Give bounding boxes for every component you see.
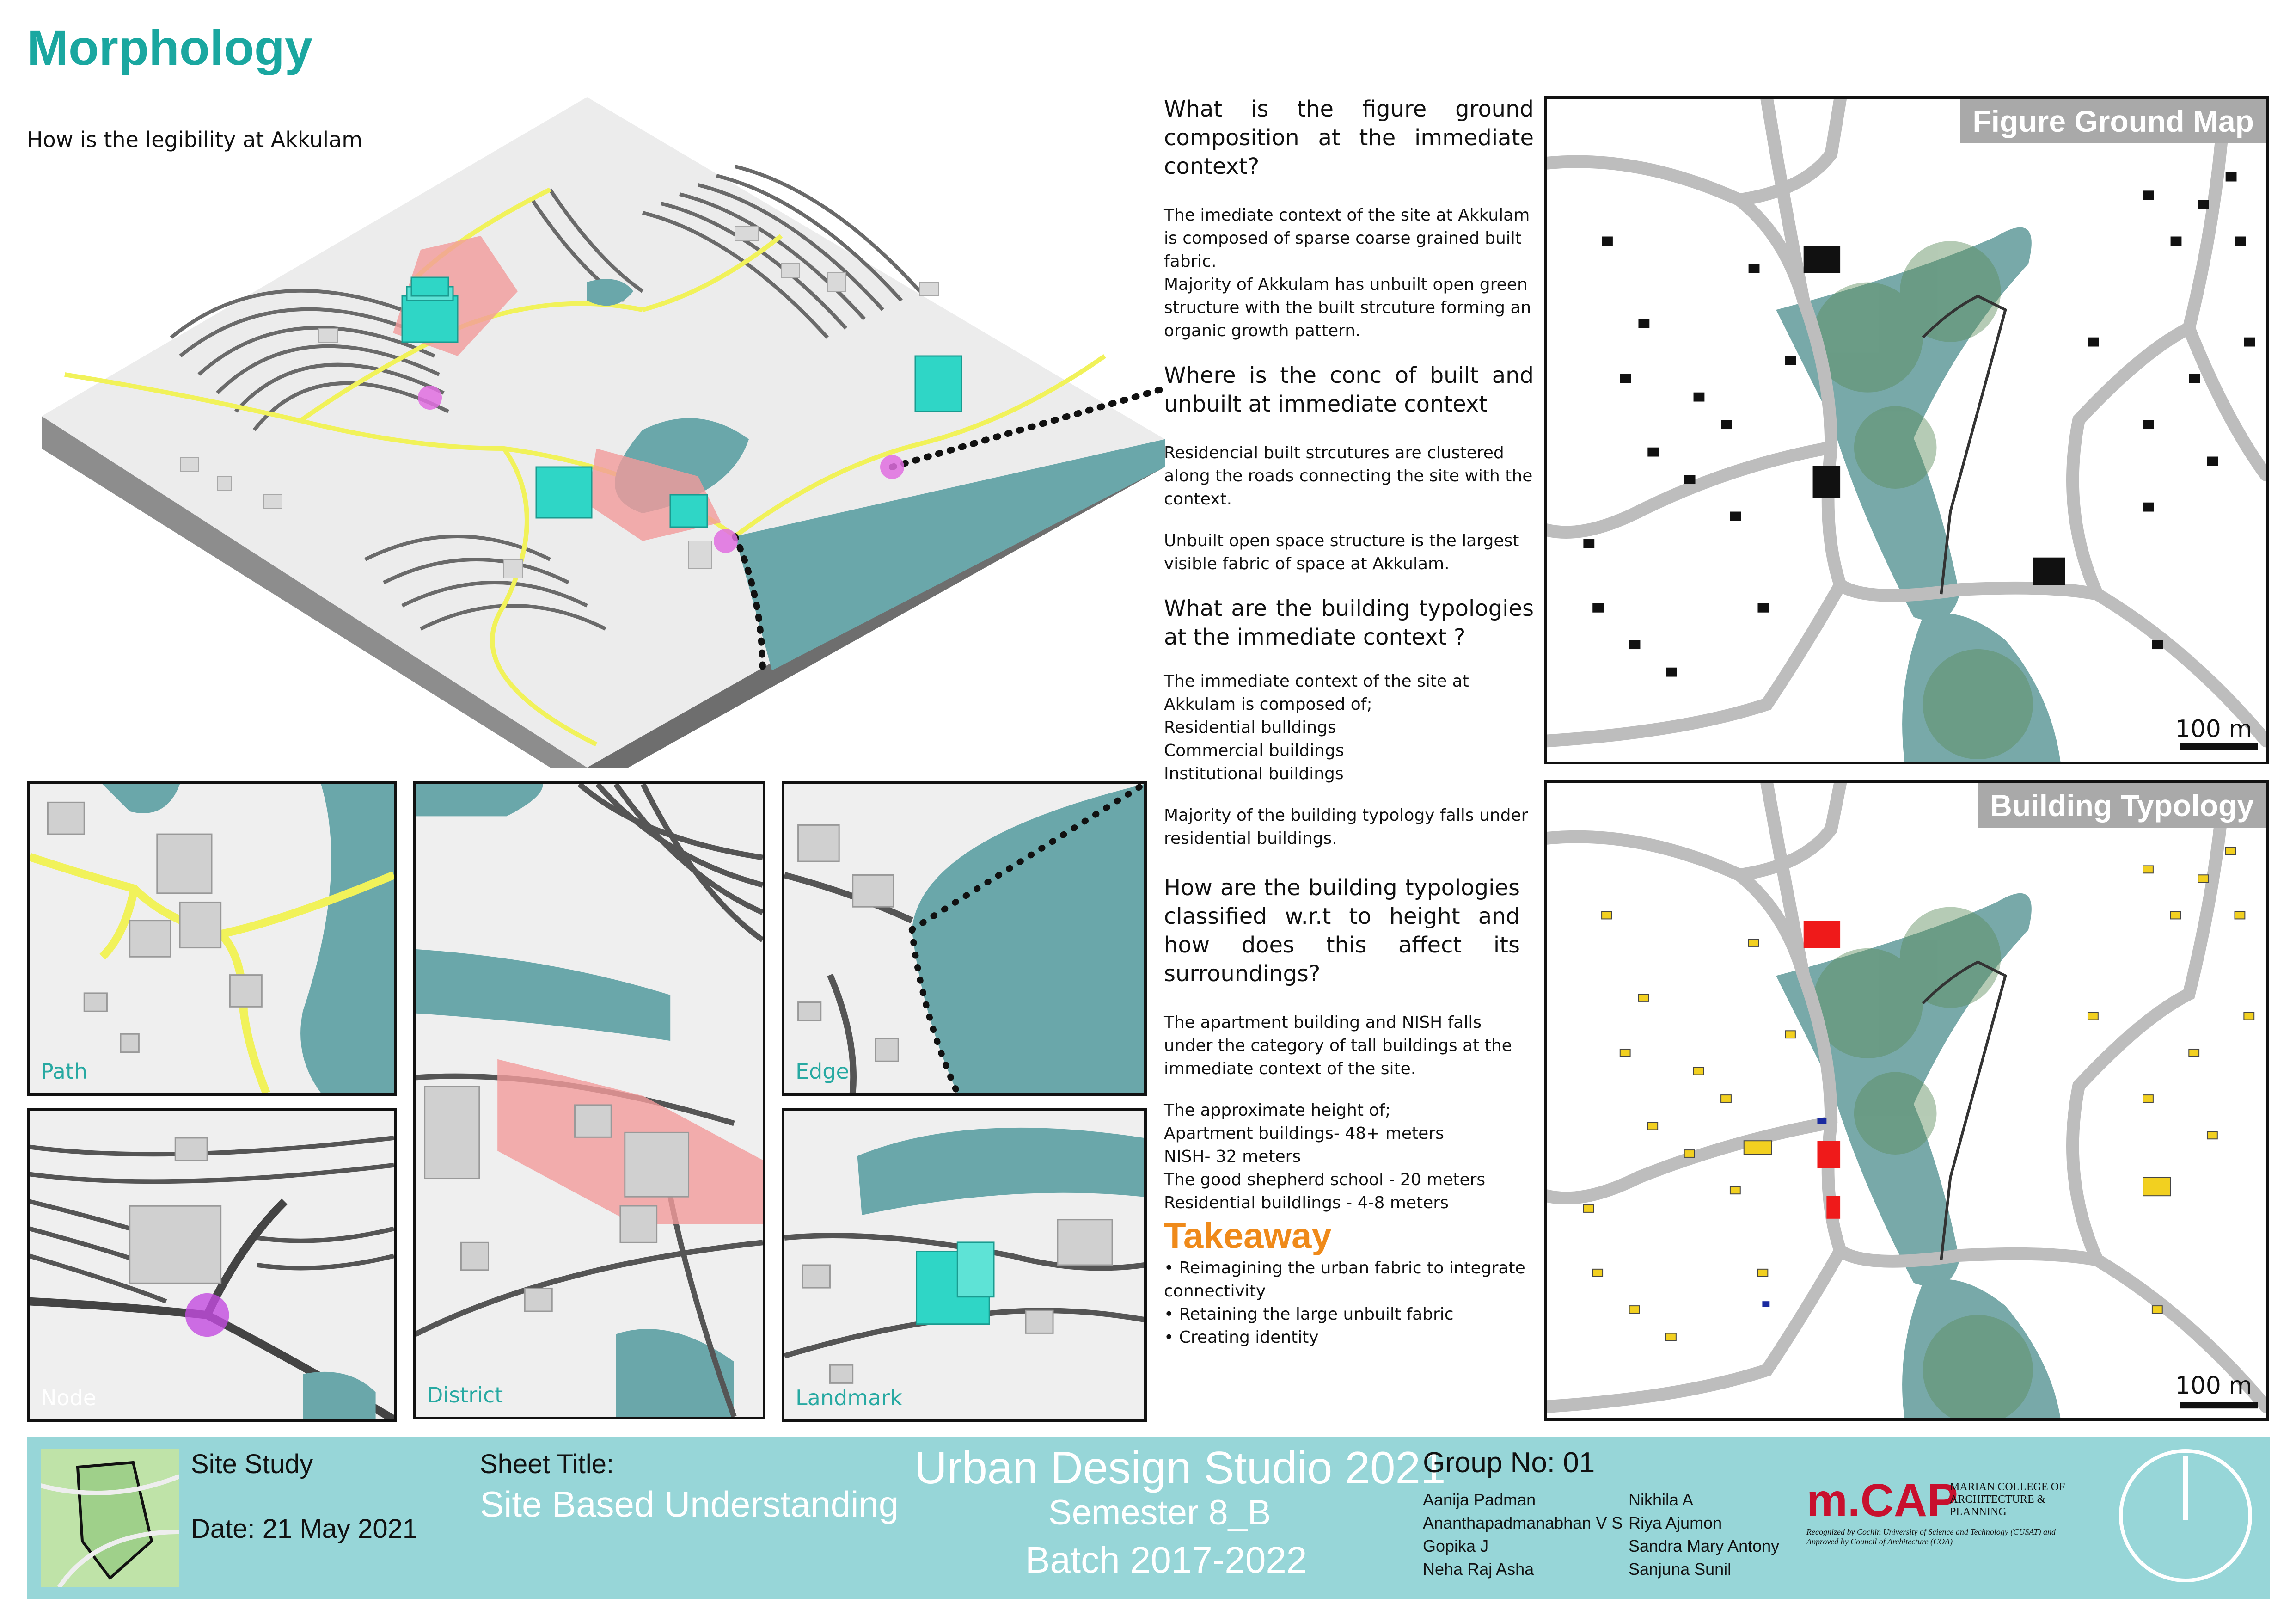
scale-label: 100 m <box>2175 715 2252 743</box>
studio-title: Urban Design Studio 2021 <box>914 1442 1446 1493</box>
path-label: Path <box>41 1059 88 1084</box>
typology-item: Residential bulldings <box>1164 718 1336 737</box>
semester: Semester 8_B <box>1048 1493 1271 1532</box>
node-label: Node <box>41 1385 97 1410</box>
landmark-panel <box>782 1108 1147 1422</box>
landmark-label: Landmark <box>796 1385 902 1410</box>
north-arrow-icon <box>2116 1446 2255 1585</box>
member-name: Riya Ajumon <box>1629 1513 1722 1532</box>
sheet-title-label: Sheet Title: <box>480 1449 614 1479</box>
takeaway-item: • Creating identity <box>1164 1328 1319 1347</box>
para-3: Residencial built strcutures are clustered along the roads connecting the site with the context. <box>1164 443 1533 509</box>
typology-title: Building Typology <box>1978 783 2266 828</box>
member-name: Gopika J <box>1423 1536 1489 1555</box>
para-7: The apartment building and NISH falls under the category of tall buildings at the immediate context of the site. <box>1164 1013 1512 1078</box>
group-number: Group No: 01 <box>1423 1447 1595 1479</box>
question-figure-ground: What is the figure ground composition at the immediate context? <box>1164 96 1534 179</box>
isometric-site-model <box>42 97 1165 768</box>
district-panel <box>413 781 765 1419</box>
college-name: MARIAN COLLEGE OF ARCHITECTURE & PLANNING <box>1950 1481 2065 1518</box>
height-item: The good shepherd school - 20 meters <box>1164 1170 1486 1189</box>
date-label: Date: 21 May 2021 <box>191 1514 418 1544</box>
height-item: NISH- 32 meters <box>1164 1147 1301 1166</box>
para-6: Majority of the building typology falls under residential buildings. <box>1164 806 1528 848</box>
site-study-label: Site Study <box>191 1449 313 1479</box>
figure-ground-title: Figure Ground Map <box>1960 99 2266 143</box>
takeaway-item: • Reimagining the urban fabric to integrate connectivity <box>1164 1259 1525 1301</box>
district-label: District <box>427 1382 503 1407</box>
para-8: The approximate height of; <box>1164 1101 1391 1120</box>
member-name: Aanija Padman <box>1423 1490 1536 1509</box>
scale-label: 100 m <box>2175 1372 2252 1400</box>
figure-ground-map <box>1544 96 2269 764</box>
edge-panel <box>782 781 1147 1096</box>
member-name: Neha Raj Asha <box>1423 1560 1534 1579</box>
takeaway-item: • Retaining the large unbuilt fabric <box>1164 1305 1454 1324</box>
para-4: Unbuilt open space structure is the largest visible fabric of space at Akkulam. <box>1164 531 1519 573</box>
height-item: Residential buildlings - 4-8 meters <box>1164 1193 1449 1212</box>
college-logo: m.CAP <box>1806 1475 1958 1526</box>
site-thumbnail <box>41 1449 179 1587</box>
building-typology-map <box>1544 780 2269 1421</box>
college-note: Recognized by Cochin University of Science and Technology (CUSAT) and Approved by Council of Architecture (COA) <box>1806 1527 2056 1546</box>
edge-label: Edge <box>796 1059 849 1084</box>
member-name: Sandra Mary Antony <box>1629 1536 1780 1555</box>
batch: Batch 2017-2022 <box>1025 1539 1307 1580</box>
para-2: Majority of Akkulam has unbuilt open green structure with the built strcuture forming an organic growth pattern. <box>1164 275 1531 340</box>
typology-item: Institutional buildings <box>1164 764 1344 783</box>
question-concentration: Where is the conc of built and unbuilt at immediate context <box>1164 362 1534 417</box>
height-item: Apartment buildings- 48+ meters <box>1164 1124 1444 1143</box>
typology-item: Commercial buildings <box>1164 741 1344 760</box>
title-block <box>27 1437 2270 1599</box>
sheet-title: Site Based Understanding <box>480 1484 899 1524</box>
page-title: Morphology <box>27 19 312 75</box>
member-name: Sanjuna Sunil <box>1629 1560 1732 1579</box>
question-typologies: What are the building typologies at the immediate context ? <box>1164 596 1534 650</box>
takeaway-title: Takeaway <box>1164 1215 1332 1256</box>
page-subtitle: How is the legibility at Akkulam <box>27 127 363 152</box>
para-5: The immediate context of the site at Akkulam is composed of; <box>1164 672 1469 714</box>
member-name: Nikhila A <box>1629 1490 1694 1509</box>
path-panel <box>27 781 397 1096</box>
node-panel <box>27 1108 397 1422</box>
member-name: Ananthapadmanabhan V S <box>1423 1513 1623 1532</box>
question-heights: How are the building typologies classified w.r.t to height and how does this affect its surroundings? <box>1164 875 1520 987</box>
analysis-text <box>1164 95 1534 1349</box>
para-1: The imediate context of the site at Akkulam is composed of sparse coarse grained built fabric. <box>1164 206 1530 271</box>
